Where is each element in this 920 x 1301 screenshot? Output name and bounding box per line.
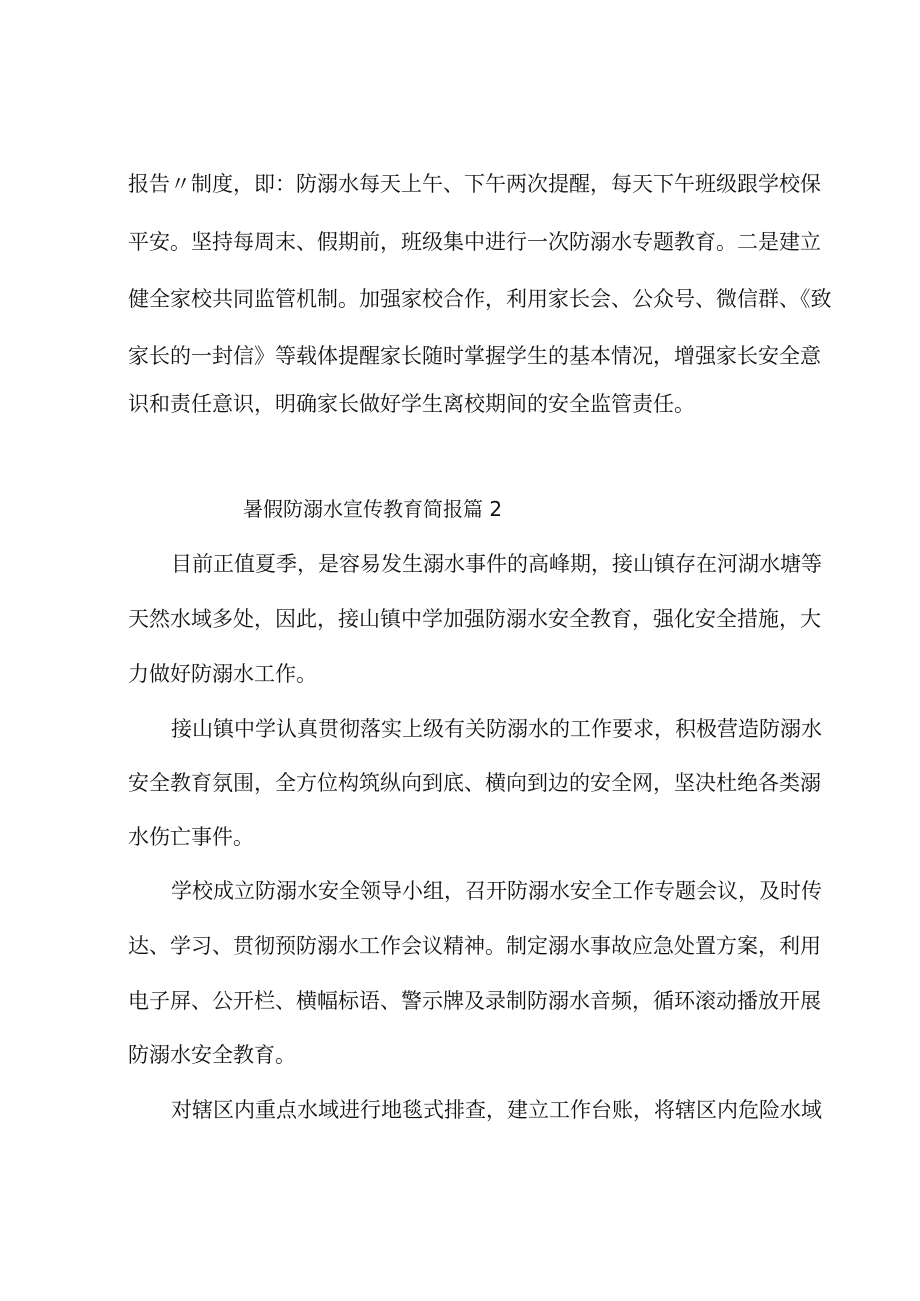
paragraph-line: 防溺水安全教育。 bbox=[128, 1043, 296, 1067]
paragraph-line: 对辖区内重点水域进行地毯式排查，建立工作台账，将辖区内危险水域 bbox=[171, 1098, 822, 1122]
paragraph-line: 学校成立防溺水安全领导小组，召开防溺水安全工作专题会议，及时传 bbox=[171, 879, 822, 903]
paragraph-line: 力做好防溺水工作。 bbox=[128, 662, 317, 686]
paragraph-line: 安全教育氛围，全方位构筑纵向到底、横向到边的安全网，坚决杜绝各类溺 bbox=[128, 771, 821, 795]
text-line: 健全家校共同监管机制。加强家校合作，利用家长会、公众号、微信群、《致 bbox=[128, 287, 832, 311]
text-line: 家长的一封信》等载体提醒家长随时掌握学生的基本情况，增强家长安全意 bbox=[128, 344, 821, 368]
paragraph-line: 水伤亡事件。 bbox=[128, 825, 254, 849]
paragraph-line: 电子屏、公开栏、横幅标语、警示牌及录制防溺水音频，循环滚动播放开展 bbox=[128, 989, 821, 1013]
text-line: 报告〃制度，即：防溺水每天上午、下午两次提醒，每天下午班级跟学校保 bbox=[128, 172, 821, 196]
section-heading: 暑假防溺水宣传教育简报篇 2 bbox=[243, 497, 503, 521]
text-line: 平安。坚持每周末、假期前，班级集中进行一次防溺水专题教育。二是建立 bbox=[128, 230, 821, 254]
paragraph-line: 目前正值夏季，是容易发生溺水事件的高峰期，接山镇存在河湖水塘等 bbox=[171, 552, 822, 576]
paragraph-line: 达、学习、贯彻预防溺水工作会议精神。制定溺水事故应急处置方案，利用 bbox=[128, 934, 821, 958]
paragraph-line: 天然水域多处，因此，接山镇中学加强防溺水安全教育，强化安全措施，大 bbox=[128, 607, 821, 631]
paragraph-line: 接山镇中学认真贯彻落实上级有关防溺水的工作要求，积极营造防溺水 bbox=[171, 717, 822, 741]
text-line: 识和责任意识，明确家长做好学生离校期间的安全监管责任。 bbox=[128, 392, 695, 416]
